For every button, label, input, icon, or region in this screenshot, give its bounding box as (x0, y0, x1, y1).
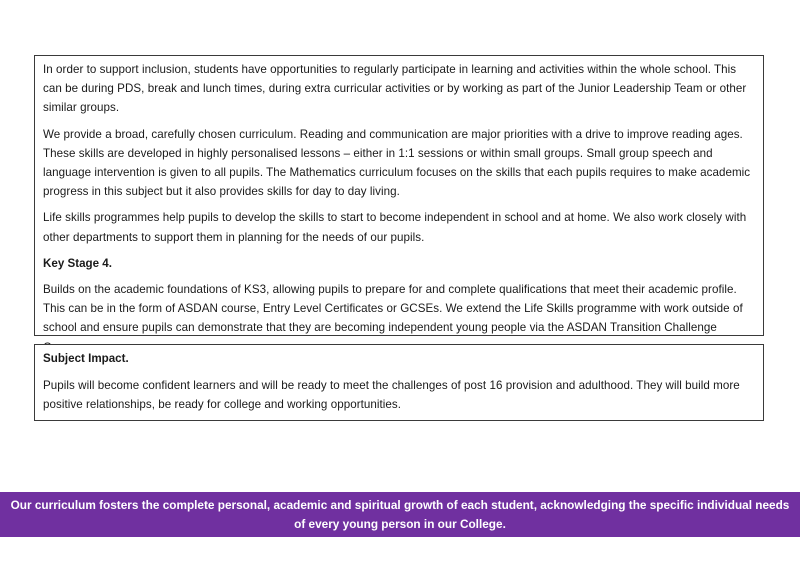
curriculum-text-box (34, 55, 764, 336)
subject-impact-paragraph: Pupils will become confident learners and will be ready to meet the challenges of post 16 provision and adulthood. They will build more positive relationships, be ready for college and working opportunities. (43, 379, 740, 412)
subject-impact-heading: Subject Impact. (43, 352, 129, 365)
curriculum-paragraph: We provide a broad, carefully chosen curriculum. Reading and communication are major priorities with a drive to improve reading ages. These skills are developed in highly personalised lessons – either in 1:1 sessions or within small groups. Small group speech and language intervention is given to all pupils. The Mathematics curriculum focuses on the skills that each pupils requires to make academic progress in this subject but it also provides skills for day to day living. (43, 127, 751, 199)
inclusion-paragraph: In order to support inclusion, students have opportunities to regularly participate in learning and activities within the whole school. This can be during PDS, break and lunch times, during extra curricular activities or by working as part of the Junior Leadership Team or other similar groups. (43, 63, 747, 115)
key-stage-4-paragraph: Builds on the academic foundations of KS3, allowing pupils to prepare for and complete qualifications that meet their academic profile. This can be in the form of ASDAN course, Entry Level Certificates or GCSEs. We extend the Life Skills programme with work outside of school and ensure pupils can demonstrate that they are becoming independent young people via the ASDAN Transition Challenge (43, 283, 743, 335)
key-stage-4-heading: Key Stage 4. (43, 256, 112, 270)
subject-impact-box (34, 344, 764, 421)
footer-banner (0, 492, 800, 537)
footer-statement: Our curriculum fosters the complete personal, academic and spiritual growth of each student, acknowledging the specific individual needs of every young person in our College. (10, 498, 790, 531)
life-skills-paragraph: Life skills programmes help pupils to develop the skills to start to become independent in school and at home. We also work closely with other departments to support them in planning for the needs of our pupils. (43, 211, 747, 244)
